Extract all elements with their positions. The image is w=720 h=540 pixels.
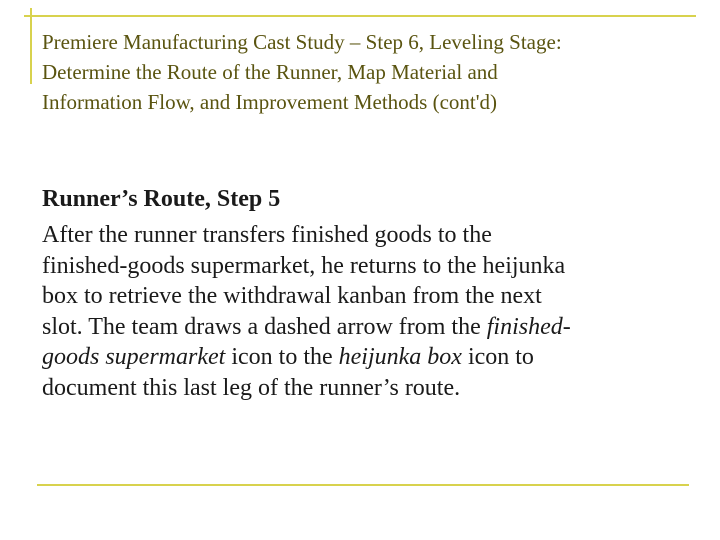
paragraph-line-2: finished-goods supermarket, he returns to the heijunka <box>42 252 566 279</box>
accent-bottom-line <box>37 484 689 486</box>
paragraph-line-5-italic-1: goods supermarket <box>42 344 226 370</box>
paragraph-line-4-italic: finished- <box>486 313 571 340</box>
paragraph-line-6: document this last leg of the runner’s route. <box>42 374 461 401</box>
title-line-1: Premiere Manufacturing Cast Study – Step 6, Leveling Stage: <box>42 30 562 54</box>
accent-top-line <box>24 15 696 17</box>
paragraph-line-1: After the runner transfers finished goods to the <box>42 222 492 248</box>
body-paragraph <box>42 220 692 403</box>
paragraph-line-5-italic-2: heijunka box <box>338 344 462 370</box>
slide-body <box>42 180 692 403</box>
paragraph-line-5-text-2: icon to <box>461 344 534 370</box>
title-line-3: Information Flow, and Improvement Methods (cont'd) <box>42 90 497 114</box>
paragraph-line-4-text: slot. The team draws a dashed arrow from the <box>42 313 487 340</box>
subheading: Runner’s Route, Step 5 <box>42 186 281 212</box>
title-line-2: Determine the Route of the Runner, Map Material and <box>42 60 498 84</box>
paragraph-line-5-text-1: icon to the <box>225 344 339 370</box>
paragraph-line-3: box to retrieve the withdrawal kanban from the next <box>42 283 542 309</box>
slide-title <box>42 27 682 117</box>
accent-vertical-line <box>30 8 32 84</box>
